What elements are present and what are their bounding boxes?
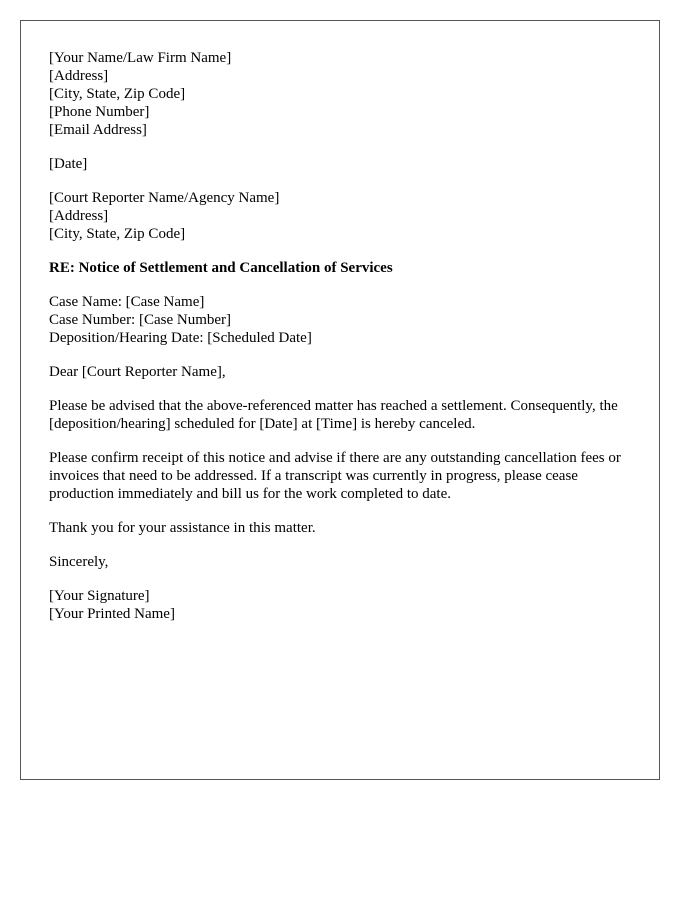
recipient-name: [Court Reporter Name/Agency Name]	[49, 190, 280, 206]
sender-city-state-zip: [City, State, Zip Code]	[49, 86, 186, 102]
sender-block	[49, 49, 639, 139]
case-number: Case Number: [Case Number]	[49, 312, 232, 328]
body-paragraph-settlement: Please be advised that the above-referenced matter has reached a settlement. Consequently, the [deposition/hearing] scheduled for [Date] at [Time] is hereby canceled.	[49, 398, 618, 432]
salutation: Dear [Court Reporter Name],	[49, 364, 226, 380]
case-hearing-date: Deposition/Hearing Date: [Scheduled Date]	[49, 330, 312, 346]
subject-line: RE: Notice of Settlement and Cancellation of Services	[49, 260, 393, 276]
body-paragraph-confirm: Please confirm receipt of this notice and advise if there are any outstanding cancellation fees or invoices that need to be addressed. If a transcript was currently in progress, please cease production immediately and bill us for the work completed to date.	[49, 450, 621, 502]
recipient-block	[49, 189, 639, 243]
letter-date: [Date]	[49, 156, 88, 172]
closing: Sincerely,	[49, 554, 109, 570]
sender-phone: [Phone Number]	[49, 104, 150, 120]
body-paragraph-thanks: Thank you for your assistance in this matter.	[49, 520, 316, 536]
signature-placeholder: [Your Signature]	[49, 588, 150, 604]
date-block	[49, 155, 639, 173]
case-details-block	[49, 293, 639, 347]
sender-email: [Email Address]	[49, 122, 147, 138]
signature-block	[49, 587, 639, 623]
letter-content	[49, 49, 639, 639]
sender-name: [Your Name/Law Firm Name]	[49, 50, 232, 66]
letter-page	[20, 20, 660, 780]
case-name: Case Name: [Case Name]	[49, 294, 205, 310]
recipient-city-state-zip: [City, State, Zip Code]	[49, 226, 186, 242]
recipient-address: [Address]	[49, 208, 109, 224]
sender-address: [Address]	[49, 68, 109, 84]
printed-name: [Your Printed Name]	[49, 606, 175, 622]
